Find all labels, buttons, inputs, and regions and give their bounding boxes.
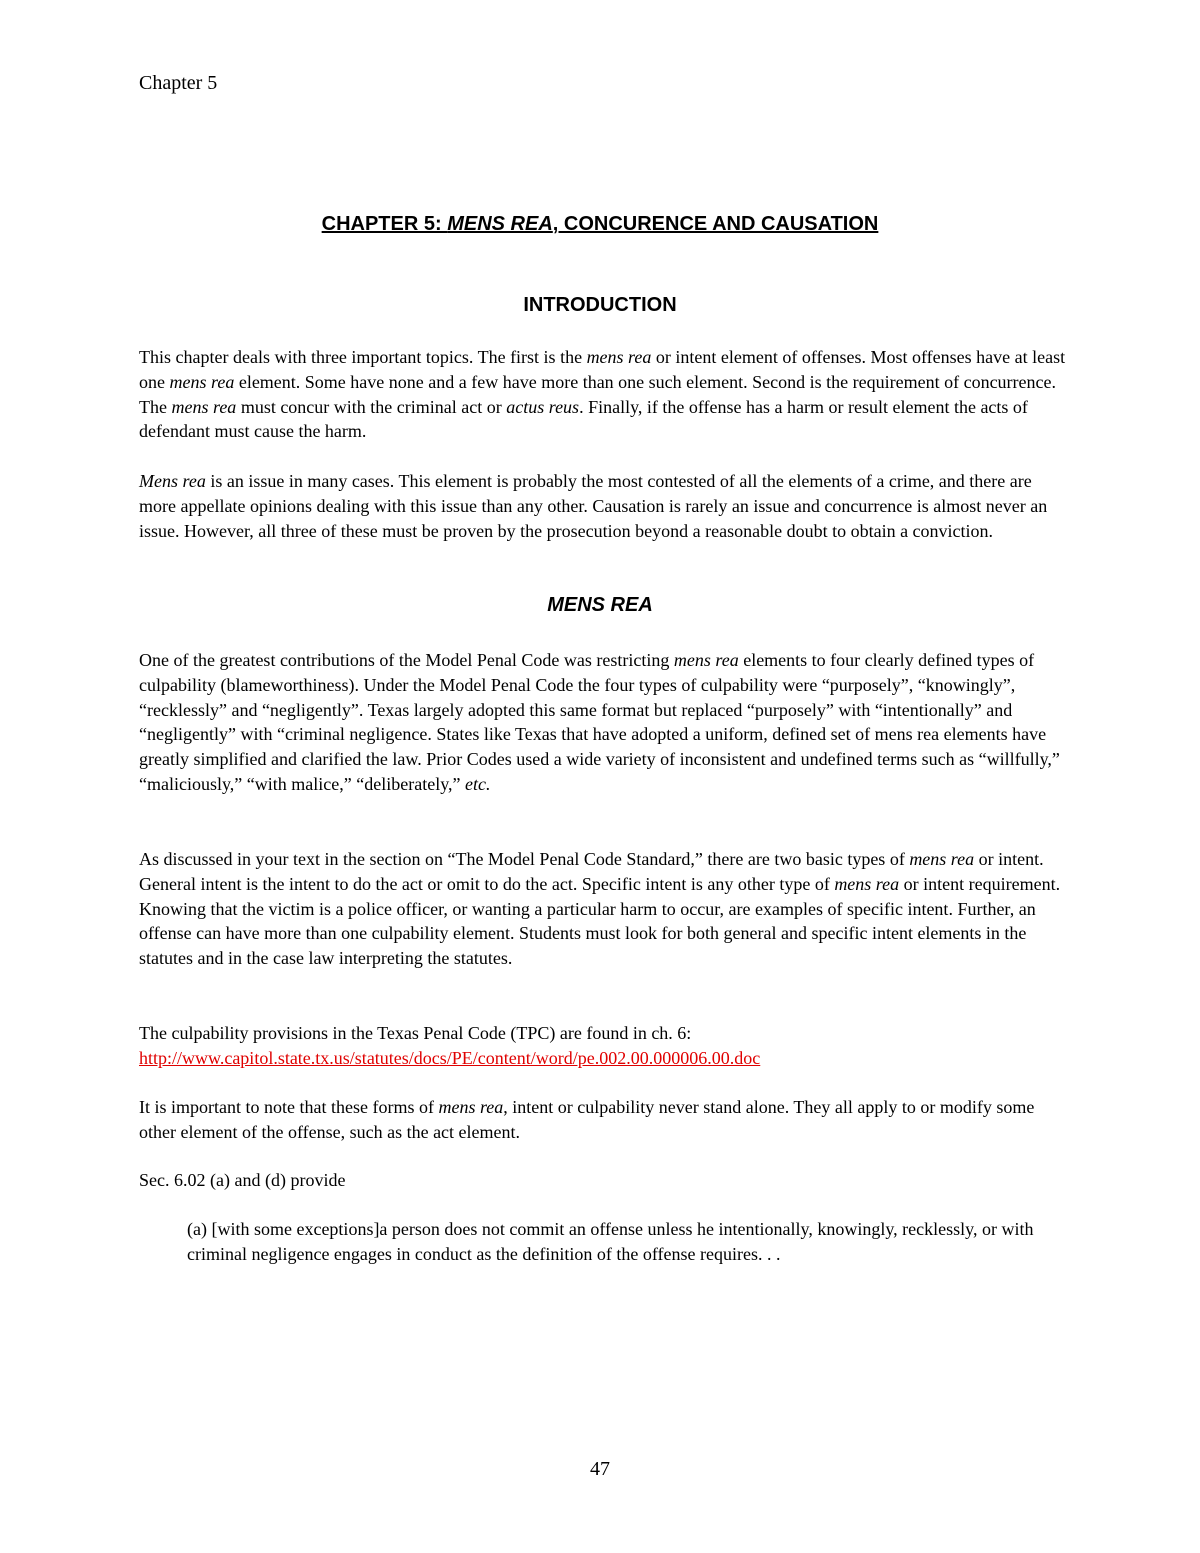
quote-sec-602-a: (a) [with some exceptions]a person does not commit an offense unless he intentionally, knowingly, recklessly, or with criminal negligence engages in conduct as the definition of the offense requires. . . <box>187 1219 1034 1264</box>
paragraph-tpc: The culpability provisions in the Texas Penal Code (TPC) are found in ch. 6: http://www.capitol.state.tx.us/statutes/docs/PE/content/word/pe.002.00.000006.00.doc <box>139 1023 761 1068</box>
paragraph-sec-602: Sec. 6.02 (a) and (d) provide <box>139 1170 346 1190</box>
running-head: Chapter 5 <box>139 72 218 94</box>
chapter-title-suffix: , CONCURENCE AND CAUSATION <box>552 213 879 235</box>
paragraph-intro-1: This chapter deals with three important topics. The first is the mens rea or intent element of offenses. Most offenses have at least one mens rea element. Some have none and a few have more than one such element. Second is the requirement of concurrence. The mens rea must concur with the criminal act or actus reus. Finally, if the offense has a harm or result element the acts of defendant must cause the harm. <box>139 347 1066 442</box>
page-number: 47 <box>590 1458 610 1480</box>
chapter-title-prefix: CHAPTER 5: <box>321 213 448 235</box>
chapter-title <box>0 213 1200 236</box>
tpc-chapter-6-link[interactable]: http://www.capitol.state.tx.us/statutes/docs/PE/content/word/pe.002.00.000006.00.doc <box>139 1047 761 1068</box>
paragraph-mens-rea-1: One of the greatest contributions of the Model Penal Code was restricting mens rea elements to four clearly defined types of culpability (blameworthiness). Under the Model Penal Code the four types of culpability were “purposely”, “knowingly”, “recklessly” and “negligently”. Texas largely adopted this same format but replaced “purposely” with “intentionally” and “negligently” with “criminal negligence. States like Texas that have adopted a uniform, defined set of mens rea elements have greatly simplified and clarified the law. Prior Codes used a wide variety of inconsistent and undefined terms such as “willfully,” “maliciously,” “with malice,” “deliberately,” etc. <box>139 650 1060 794</box>
paragraph-intro-2: Mens rea is an issue in many cases. This element is probably the most contested of all the elements of a crime, and there are more appellate opinions dealing with this issue than any other. Causation is rarely an issue and concurrence is almost never an issue. However, all three of these must be proven by the prosecution beyond a reasonable doubt to obtain a conviction. <box>139 471 1048 541</box>
heading-introduction: INTRODUCTION <box>523 294 677 316</box>
heading-mens-rea: MENS REA <box>547 594 653 616</box>
chapter-title-italic: MENS REA <box>447 213 553 235</box>
paragraph-mens-rea-2: As discussed in your text in the section on “The Model Penal Code Standard,” there are two basic types of mens rea or intent. General intent is the intent to do the act or omit to do the act. Specific intent is any other type of mens rea or intent requirement. Knowing that the victim is a police officer, or wanting a particular harm to occur, are examples of specific intent. Further, an offense can have more than one culpability element. Students must look for both general and specific intent elements in the statutes and in the case law interpreting the statutes. <box>139 849 1061 969</box>
paragraph-mens-rea-3: It is important to note that these forms of mens rea, intent or culpability never stand alone. They all apply to or modify some other element of the offense, such as the act element. <box>139 1097 1035 1142</box>
